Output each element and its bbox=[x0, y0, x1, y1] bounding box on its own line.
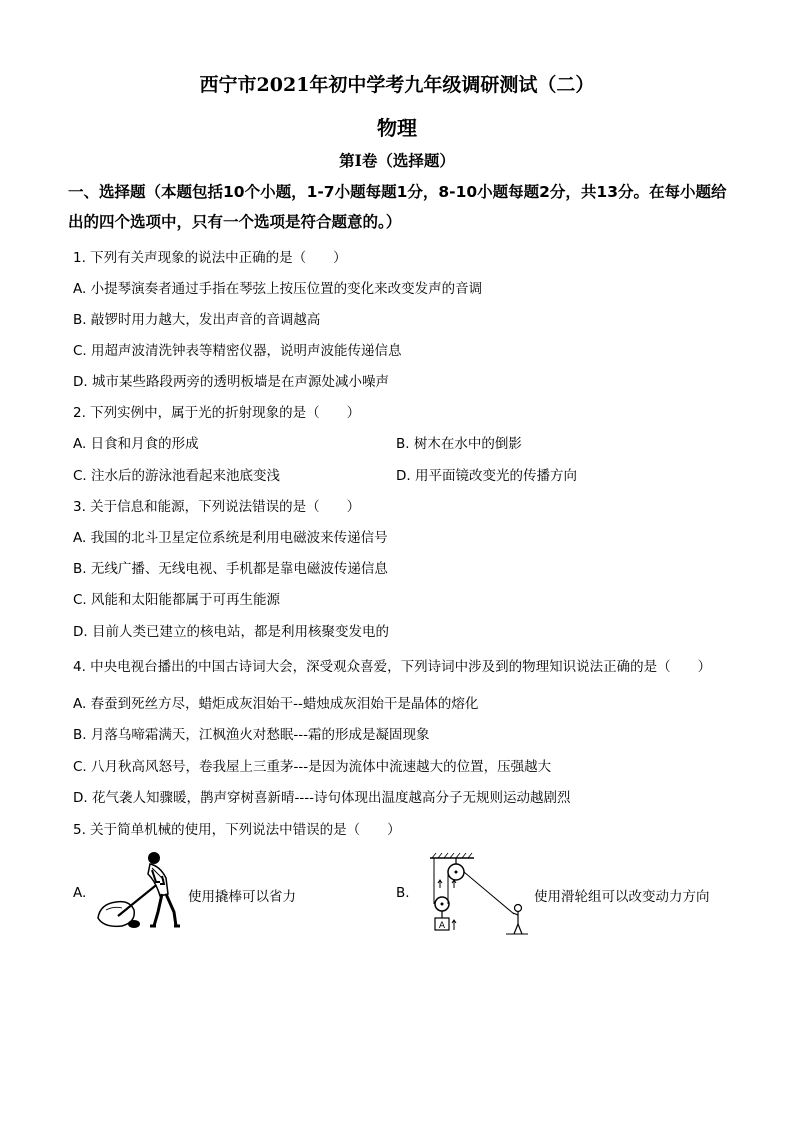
subject-title: 物理 bbox=[377, 116, 417, 140]
question-2-option-a: A. 日食和月食的形成 bbox=[73, 436, 199, 452]
question-2-option-d: D. 用平面镜改变光的传播方向 bbox=[396, 468, 577, 484]
question-4-option-a: A. 春蚕到死丝方尽，蜡炬成灰泪始干--蜡烛成灰泪始干是晶体的熔化 bbox=[73, 696, 479, 712]
question-1-option-b: B. 敲锣时用力越大，发出声音的音调越高 bbox=[73, 312, 321, 328]
question-4-option-c: C. 八月秋高风怒号，卷我屋上三重茅---是因为流体中流速越大的位置，压强越大 bbox=[73, 759, 552, 775]
volume-title: 第I卷（选择题） bbox=[339, 151, 455, 170]
question-2-option-b: B. 树木在水中的倒影 bbox=[396, 436, 522, 452]
question-1-option-c: C. 用超声波清洗钟表等精密仪器，说明声波能传递信息 bbox=[73, 343, 402, 359]
question-5-stem: 5. 关于简单机械的使用，下列说法中错误的是（ ） bbox=[73, 822, 401, 838]
pulley-load-label: A bbox=[438, 921, 446, 931]
exam-title: 西宁市2021年初中学考九年级调研测试（二） bbox=[199, 74, 595, 96]
question-3-option-b: B. 无线广播、无线电视、手机都是靠电磁波传递信息 bbox=[73, 561, 388, 577]
question-4-option-d: D. 花气袭人知骤暖，鹊声穿树喜新晴----诗句体现出温度越高分子无规则运动越剧烈 bbox=[73, 790, 571, 806]
question-1-option-a: A. 小提琴演奏者通过手指在琴弦上按压位置的变化来改变发声的音调 bbox=[73, 281, 483, 297]
question-2-stem: 2. 下列实例中，属于光的折射现象的是（ ） bbox=[73, 405, 361, 421]
section-heading: 一、选择题（本题包括10个小题，1-7小题每题1分，8-10小题每题2分，共13分。在每小题给出的四个选项中，只有一个选项是符合题意的。） bbox=[68, 183, 727, 231]
crowbar-worker-icon bbox=[96, 846, 184, 932]
question-2-option-c: C. 注水后的游泳池看起来池底变浅 bbox=[73, 468, 281, 484]
question-1-stem: 1. 下列有关声现象的说法中正确的是（ ） bbox=[73, 250, 347, 266]
question-3-option-a: A. 我国的北斗卫星定位系统是利用电磁波来传递信号 bbox=[73, 530, 388, 546]
pulley-system-icon bbox=[418, 852, 530, 938]
question-5-option-a-letter: A. bbox=[73, 885, 87, 901]
question-5-option-a-text: 使用撬棒可以省力 bbox=[188, 889, 296, 905]
question-1-option-d: D. 城市某些路段两旁的透明板墙是在声源处减小噪声 bbox=[73, 374, 389, 390]
question-4-option-b: B. 月落乌啼霜满天，江枫渔火对愁眠---霜的形成是凝固现象 bbox=[73, 727, 430, 743]
question-5-option-b-text: 使用滑轮组可以改变动力方向 bbox=[534, 889, 710, 905]
question-5-option-b-letter: B. bbox=[396, 885, 410, 901]
question-3-option-d: D. 目前人类已建立的核电站，都是利用核聚变发电的 bbox=[73, 624, 389, 640]
question-3-stem: 3. 关于信息和能源，下列说法错误的是（ ） bbox=[73, 499, 361, 515]
question-3-option-c: C. 风能和太阳能都属于可再生能源 bbox=[73, 592, 281, 608]
question-4-stem: 4. 中央电视台播出的中国古诗词大会，深受观众喜爱，下列诗词中涉及到的物理知识说法正确的是（ ） bbox=[73, 659, 712, 675]
